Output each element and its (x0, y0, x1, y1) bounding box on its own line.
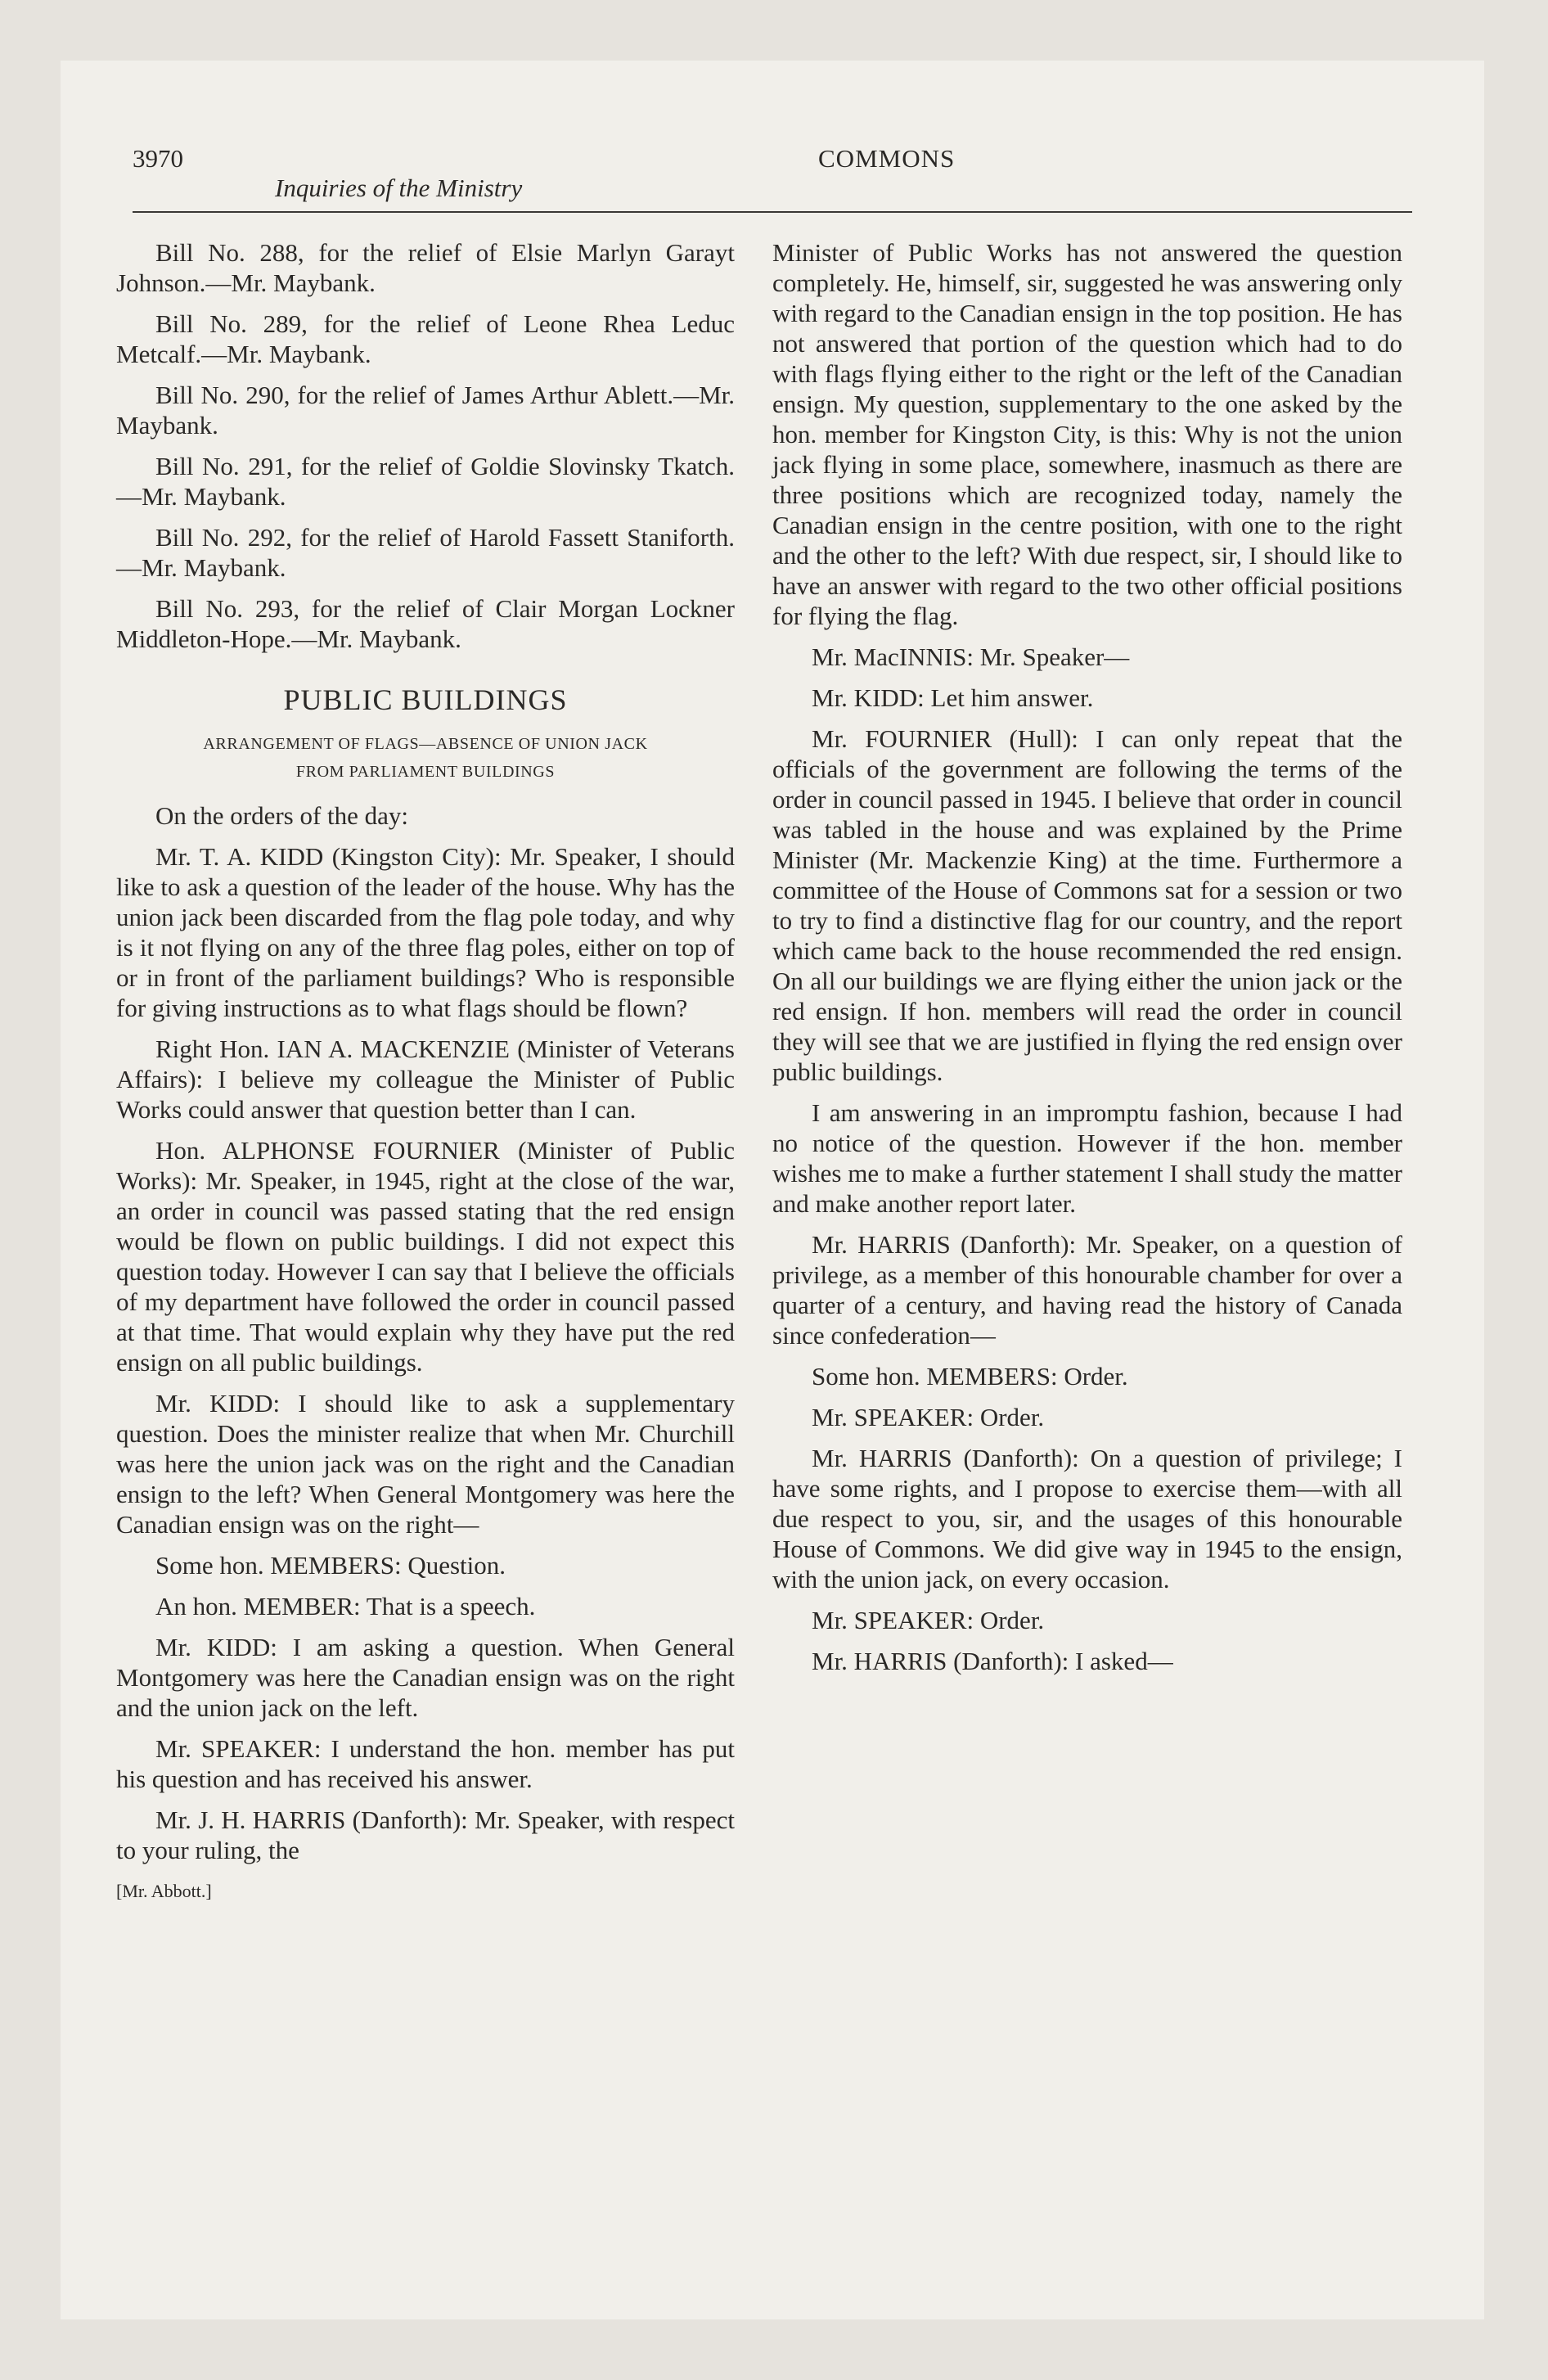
debate-paragraph: Mr. HARRIS (Danforth): On a question of privilege; I have some rights, and I propose to exercise them—with all due respect to you, sir, and the usages of this honourable House of Commons. We did give way in 1945 to the ensign, with the union jack, on every occasion. (772, 1444, 1402, 1593)
debate-paragraph: Mr. T. A. KIDD (Kingston City): Mr. Speaker, I should like to ask a question of the leader of the house. Why has the union jack been discarded from the flag pole today, and why is it not flying on any of the three flag poles, either on top of or in front of the parliament buildings? Who is responsible for giving instructions as to what flags should be flown? (116, 842, 735, 1022)
bill-entry: Bill No. 293, for the relief of Clair Morgan Lockner Middleton-Hope.—Mr. Maybank. (116, 594, 735, 653)
debate-paragraph: Mr. MacINNIS: Mr. Speaker— (812, 642, 1130, 671)
debate-paragraph: Mr. FOURNIER (Hull): I can only repeat that the officials of the government are following the terms of the order in council passed in 1945. I believe that order in council was tabled in the house and was explained by the Prime Minister (Mr. Mackenzie King) at the time. Furthermore a committee of the House of Commons sat for a session or two to try to find a distinctive flag for our country, and the report which came back to the house recommended the red ensign. On all our buildings we are flying either the union jack or the red ensign. If hon. members will read the order in council they will see that we are justified in flying the red ensign over public buildings. (772, 724, 1402, 1086)
subheading-line: ARRANGEMENT OF FLAGS—ABSENCE OF UNION JACK (203, 735, 648, 753)
page-header (133, 144, 1412, 210)
debate-paragraph: Mr. J. H. HARRIS (Danforth): Mr. Speaker, with respect to your ruling, the (116, 1805, 735, 1864)
debate-paragraph: Mr. HARRIS (Danforth): I asked— (812, 1647, 1173, 1675)
debate-paragraph: Mr. KIDD: Let him answer. (812, 683, 1094, 712)
section-subheading (116, 730, 735, 786)
debate-paragraph: Mr. HARRIS (Danforth): Mr. Speaker, on a question of privilege, as a member of this honourable chamber for over a quarter of a century, and having read the history of Canada since confederation— (772, 1230, 1402, 1350)
debate-paragraph: Mr. KIDD: I should like to ask a supplementary question. Does the minister realize that when Mr. Churchill was here the union jack was on the right and the Canadian ensign to the left? When General Montgomery was here the Canadian ensign was on the right— (116, 1389, 735, 1539)
debate-paragraph: Hon. ALPHONSE FOURNIER (Minister of Public Works): Mr. Speaker, in 1945, right at the close of the war, an order in council was passed stating that the red ensign would be flown on public buildings. I did not expect this question today. However I can say that I believe the officials of my department have followed the order in council passed at that time. That would explain why they have put the red ensign on all public buildings. (116, 1136, 735, 1377)
debate-paragraph: Some hon. MEMBERS: Question. (155, 1551, 506, 1580)
section-heading: PUBLIC BUILDINGS (283, 683, 568, 716)
page-number: 3970 (133, 144, 183, 173)
debate-paragraph: Mr. KIDD: I am asking a question. When General Montgomery was here the Canadian ensign was on the right and the union jack on the left. (116, 1633, 735, 1722)
debate-paragraph: Mr. SPEAKER: Order. (812, 1403, 1045, 1431)
debate-paragraph: Minister of Public Works has not answered the question completely. He, himself, sir, suggested he was answering only with regard to the Canadian ensign in the top position. He has not answered that portion of the question which had to do with flags flying either to the right or the left of the Canadian ensign. My question, supplementary to the one asked by the hon. member for Kingston City, is this: Why is not the union jack flying in some place, somewhere, inasmuch as there are three positions which are recognized today, namely the Canadian ensign in the centre position, with one to the right and the other to the left? With due respect, sir, I should like to have an answer with regard to the two other official positions for flying the flag. (772, 238, 1402, 630)
debate-paragraph: I am answering in an impromptu fashion, because I had no notice of the question. However if the hon. member wishes me to make a further statement I shall study the matter and make another report later. (772, 1098, 1402, 1218)
bill-entry: Bill No. 290, for the relief of James Arthur Ablett.—Mr. Maybank. (116, 381, 735, 439)
bill-entry: Bill No. 288, for the relief of Elsie Marlyn Garayt Johnson.—Mr. Maybank. (116, 238, 735, 297)
bill-entry: Bill No. 289, for the relief of Leone Rhea Leduc Metcalf.—Mr. Maybank. (116, 309, 735, 368)
subheading-line: FROM PARLIAMENT BUILDINGS (295, 763, 556, 781)
debate-paragraph: Mr. SPEAKER: Order. (812, 1606, 1045, 1634)
debate-paragraph: Mr. SPEAKER: I understand the hon. member has put his question and has received his answer. (116, 1734, 735, 1793)
bill-entry: Bill No. 292, for the relief of Harold Fassett Staniforth.—Mr. Maybank. (116, 523, 735, 582)
page-subject: Inquiries of the Ministry (275, 174, 523, 202)
header-rule (133, 211, 1412, 213)
running-title: COMMONS (818, 144, 956, 173)
debate-paragraph: Right Hon. IAN A. MACKENZIE (Minister of Veterans Affairs): I believe my colleague the Minister of Public Works could answer that question better than I can. (116, 1034, 735, 1124)
debate-paragraph: On the orders of the day: (155, 801, 409, 830)
speaker-footnote: [Mr. Abbott.] (116, 1881, 212, 1901)
left-column (116, 237, 735, 1906)
bill-entry: Bill No. 291, for the relief of Goldie Slovinsky Tkatch.—Mr. Maybank. (116, 452, 735, 511)
right-column (772, 237, 1402, 1687)
debate-paragraph: An hon. MEMBER: That is a speech. (155, 1592, 536, 1620)
debate-paragraph: Some hon. MEMBERS: Order. (812, 1362, 1128, 1391)
